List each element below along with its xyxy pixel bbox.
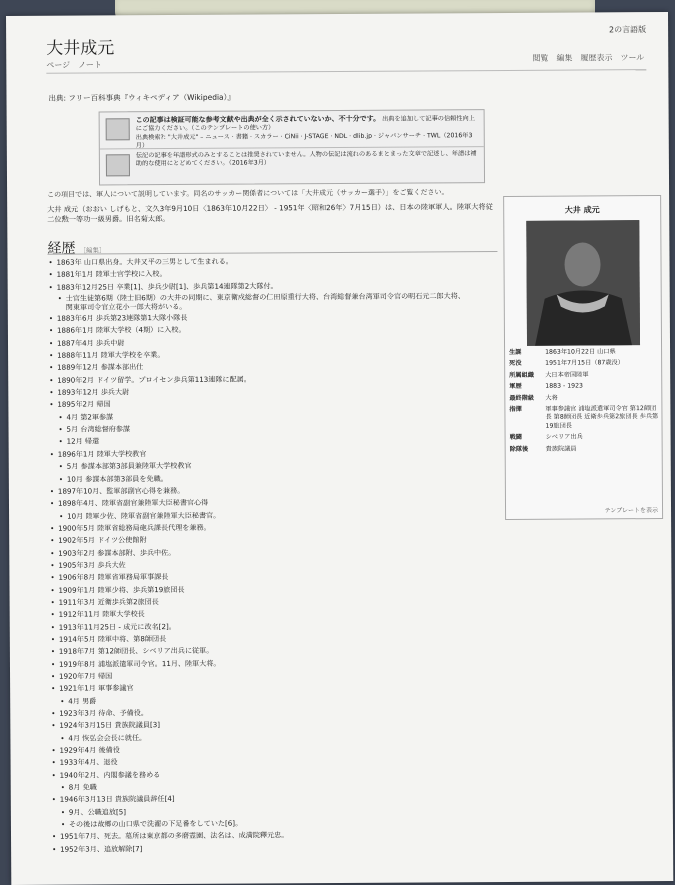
timeline-item: • 1893年12月 歩兵大尉 [48,384,498,399]
timeline-item: • 1888年11月 陸軍大学校を卒業。 [48,347,498,362]
portrait-photo [526,220,640,346]
notice-body: 出典を追加して記事の信頼性向上にご協力ください。（このテンプレートの使い方） [135,115,475,133]
timeline-item: • 5月 参謀本部第3部員兼陸軍大学校教官 [49,458,499,473]
infobox-label: 最終階級 [509,394,535,402]
timeline-item: • 1914年5月 陸軍中将、第8師団長 [50,631,500,646]
infobox-value: 大将 [545,394,558,402]
infobox-label: 戦闘 [509,434,522,442]
notice-headline: この記事は検証可能な参考文献や出典が全く示されていないか、不十分です。 [135,114,381,125]
infobox [503,195,663,520]
timeline-item: • 1940年2月、内閣参議を務める [51,767,501,782]
broom-icon [106,154,130,176]
infobox-value: 大日本帝国陸軍 [545,371,589,379]
language-link[interactable]: 2の言語版 [608,25,647,35]
timeline-item: • 1903年2月 参謀本部附、歩兵中佐。 [49,545,499,560]
timeline-item: • 1900年5月 陸軍省総務局砲兵課長代理を兼務。 [49,520,499,535]
page-title: 大井成元 [46,38,115,59]
tab-edit[interactable]: 編集 [556,53,573,63]
citation-notice [100,110,484,148]
timeline-item: • 1918年7月 第12師団長、シベリア出兵に従軍。 [50,643,500,658]
section-title: 経歴 [47,240,76,257]
book-icon [106,118,130,140]
printed-page [6,12,673,885]
timeline-item: • 10月 陸軍少佐、陸軍省副官兼陸軍大臣秘書官。 [49,508,499,523]
timeline-item: • 1897年10月、監軍部副官心得を兼務。 [49,483,499,498]
infobox-row [505,359,661,368]
timeline-item: • 1886年1月 陸軍大学校（4期）に入校。 [48,322,498,337]
infobox-title: 大井 成元 [564,205,600,215]
source-line: 出典: フリー百科事典『ウィキペディア（Wikipedia）』 [48,92,235,103]
timeline-item: • 1929年4月 後備役 [50,742,500,757]
infobox-row [505,348,661,357]
infobox-row [505,371,661,380]
tab-tools[interactable]: ツール [620,53,645,63]
timeline-item: • 1887年4月 歩兵中尉 [48,335,498,350]
timeline-item: • 5月 台湾総督府参謀 [48,421,498,436]
tab-history[interactable]: 履歴表示 [580,53,613,63]
timeline-item: • 1951年7月、死去。墓所は東京都の多磨霊園、法名は、成満院釋元忠。 [51,828,501,843]
section-edit-link[interactable]: ［編集］ [79,246,106,255]
hatnote: この項目では、軍人について説明しています。同名のサッカー関係者については「大井成元（サッカー選手）」をご覧ください。 [47,188,449,199]
infobox-value: シベリア出兵 [545,433,583,441]
timeline-item: • 1906年8月 陸軍省軍務局軍事課長 [49,569,499,584]
infobox-label: 除隊後 [509,445,529,453]
infobox-value: 貴族院議員 [545,445,577,453]
namespace-tabs [46,59,110,70]
timeline-item: • 1920年7月 帰国 [50,668,500,683]
infobox-label: 生誕 [509,348,522,356]
timeline-item: • 士官生徒第6期（陸士旧6期）の大井の同期に、東京衛戍総督の仁田原重行大将、台湾総督兼台湾軍司令官の明石元二郎大将、関東軍司令官立花小一郎大将がいる。 [48,291,466,313]
timeline-item: • 1902年5月 ドイツ公使館附 [49,532,499,547]
infobox-label: 所属組織 [509,371,534,379]
timeline-item: • 1923年3月 待命、予備役。 [50,705,500,720]
timeline-item: • 4月 恢弘会会長に就任。 [50,730,500,745]
timeline-item: • 9月、公職追放[5] [51,804,501,819]
biography-notice [100,146,484,184]
timeline-item: • 1896年1月 陸軍大学校教官 [49,446,499,461]
infobox-rows [505,348,662,457]
timeline-item: • 12月 帰還 [49,433,499,448]
timeline-item: • 1898年4月、陸軍省副官兼陸軍大臣秘書官心得 [49,495,499,510]
infobox-label: 指揮 [509,405,522,413]
timeline-item: • 4月 男爵 [50,693,500,708]
timeline-item: • 1919年8月 浦塩派遣軍司令官。11月、陸軍大将。 [50,656,500,671]
career-timeline [47,254,501,856]
timeline-item: • 4月 第2軍参謀 [48,409,498,424]
timeline-item: • 8月 免職 [51,779,501,794]
tab-talk[interactable]: ノート [78,60,102,70]
timeline-item: • 1883年6月 歩兵第23連隊第1大隊小隊長 [48,310,498,325]
timeline-item: • 10月 参謀本部第3部員を免職。 [49,471,499,486]
timeline-item: • 1895年2月 帰国 [48,396,498,411]
timeline-item: • 1924年3月15日 貴族院議員[3] [50,717,500,732]
timeline-item: • 1912年11月 陸軍大学校長 [50,606,500,621]
timeline-item: • 1952年3月、追放解除[7] [51,841,501,856]
infobox-value: 1883 - 1923 [545,382,583,390]
infobox-row [505,382,661,391]
timeline-item: • 1933年4月、退役 [51,754,501,769]
maintenance-notice [99,109,485,185]
timeline-item: • 1863年 山口県出身。大井又平の三男として生まれる。 [47,254,497,269]
infobox-value: 1951年7月15日（87歳没） [545,359,624,368]
infobox-value: 1863年10月22日 山口県 [545,348,616,356]
timeline-item: • 1883年12月25日 卒業[1]、歩兵少尉[1]、歩兵第14連隊第2大隊付。 [48,279,498,294]
infobox-row [505,394,661,403]
timeline-item: • 1881年1月 陸軍士官学校に入校。 [48,266,498,281]
infobox-label: 死没 [509,360,522,368]
timeline-item: • その後は故郷の山口県で洗濯の下足番をしていた[6]。 [51,816,501,831]
tab-read[interactable]: 閲覧 [532,53,549,63]
infobox-value: 軍事参議官 浦塩派遣軍司令官 第12師団長 第8師団長 近衛歩兵第2旅団長 歩兵第19旅団長 [545,405,659,430]
tab-page[interactable]: ページ [46,60,71,70]
infobox-row [506,445,662,454]
template-link[interactable]: テンプレートを表示 [604,507,659,515]
header-divider [46,69,646,74]
notice-search-links[interactable]: 出典検索?: "大井成元" – ニュース · 書籍 · スカラー · CiNii · J-STAGE · NDL · dlib.jp · ジャパンサーチ · TWL（2016年3月） [135,131,473,150]
timeline-item: • 1890年2月 ドイツ留学。プロイセン歩兵第113連隊に配属。 [48,372,498,387]
timeline-item: • 1905年3月 歩兵大佐 [49,557,499,572]
infobox-row [506,433,662,442]
timeline-item: • 1913年11月25日 - 成元に改名[2]。 [50,619,500,634]
infobox-row [505,405,661,431]
timeline-item: • 1946年3月13日 貴族院議員辞任[4] [51,791,501,806]
timeline-item: • 1911年3月 近衛歩兵第2旅団長 [50,594,500,609]
view-tabs [524,52,644,64]
infobox-label: 軍歴 [509,383,522,391]
lead-paragraph: 大井 成元（おおい しげもと、文久3年9月10日〈1863年10月22日〉 - 1951年〈昭和26年〉7月15日）は、日本の陸軍軍人。陸軍大将従二位勲一等功一級男爵。旧名菊太郎。 [47,202,493,225]
timeline-item: • 1909年1月 陸軍少将、歩兵第19旅団長 [49,582,499,597]
biography-notice-text: 伝記の記事を年譜形式のみとすることは推奨されていません。人物の伝記は流れのあるまとまった文章で記述し、年譜は補助的な使用にとどめてください。（2016年3月） [135,150,477,168]
timeline-item: • 1889年12月 参謀本部出仕 [48,359,498,374]
timeline-item: • 1921年1月 軍事参議官 [50,680,500,695]
